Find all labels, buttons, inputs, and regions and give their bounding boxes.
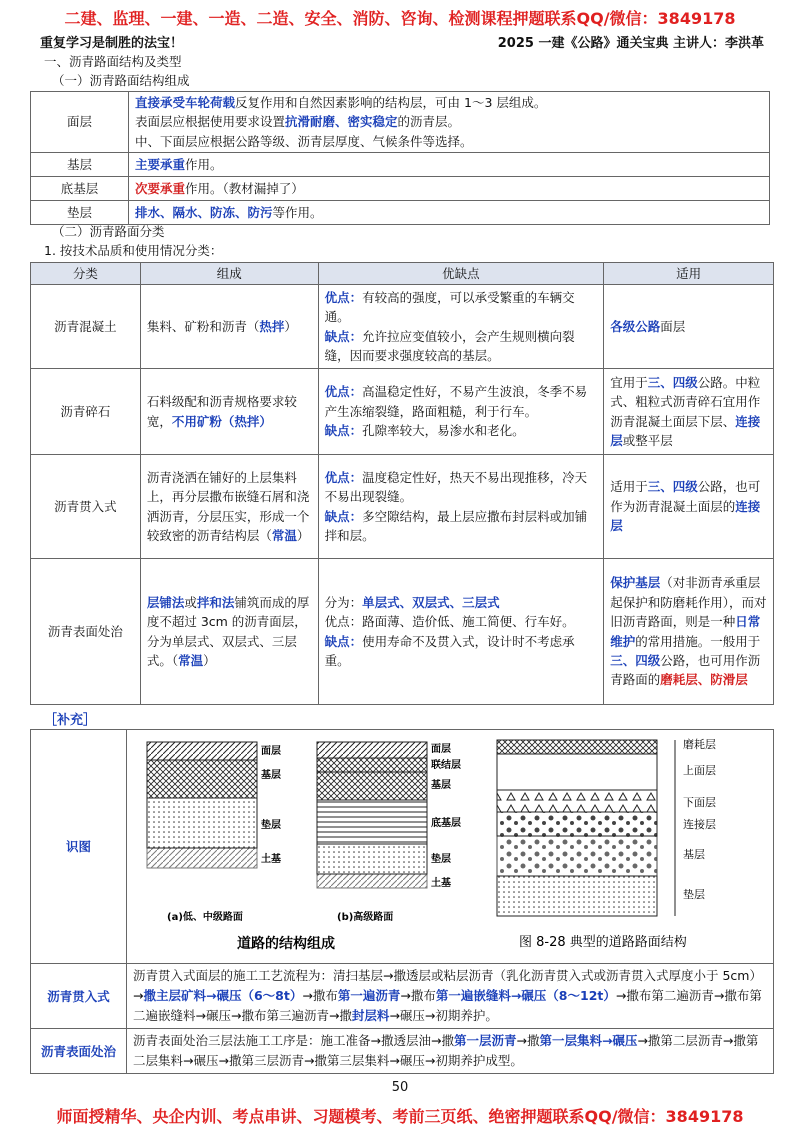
supplement-label: ［补充］ [44, 713, 97, 728]
page-header [40, 32, 764, 51]
table-row: 沥青碎石 石料级配和沥青规格要求较宽，不用矿粉（热拌） 优点：高温稳定性好，不易产生波浪，冬季不易产生冻缩裂缝，路面粗糙，利于行车。 缺点：孔隙率较大，易渗水和老化。 宜用于三、四级公路。中粒式、粗粒式沥青碎石宜用作沥青混凝土面层下层、连接层或整平层 [31, 369, 774, 455]
label-r-2: 下面层 [683, 796, 716, 809]
bottom-banner: 师面授精华、央企内训、考点串讲、习题模考、考前三页纸、绝密押题联系QQ/微信：3849178 [56, 1107, 744, 1126]
caption-b: (b)高级路面 [337, 912, 394, 923]
supplement-table [30, 729, 774, 1074]
label-b-4: 垫层 [431, 854, 451, 865]
diagram-left-title: 道路的结构组成 [237, 936, 335, 952]
table-row: 沥青贯入式 沥青贯入式面层的施工工艺流程为：清扫基层→撒透层或粘层沥青（乳化沥青贯入式或沥青贯入式厚度小于 5cm）→撒主层矿料→碾压（6～8t）→撒布第一遍沥青→撒布第一遍嵌缝料→碾压（8～12t）→撒布第二遍沥青→撒布第二遍嵌缝料→碾压→撒布第三遍沥青→撒封层料→碾压→初期养护。 [31, 964, 774, 1029]
section1-title: 一、沥青路面结构及类型 [44, 54, 182, 69]
label-a-2: 垫层 [261, 820, 281, 831]
label-r-1: 上面层 [683, 764, 716, 777]
label-r-0: 磨耗层 [683, 738, 716, 751]
label-r-3: 连接层 [683, 818, 716, 831]
pavement-diagram [127, 730, 763, 958]
caption-a: (a)低、中级路面 [167, 912, 243, 923]
table-row: 垫层 排水、隔水、防冻、防污等作用。 [31, 201, 770, 225]
page-number: 50 [391, 1080, 409, 1095]
label-b-0: 面层 [431, 744, 451, 755]
table-row: 沥青贯入式 沥青浇洒在铺好的上层集料上，再分层撒布嵌缝石屑和浇洒沥青，分层压实，形成一个较致密的沥青结构层（常温） 优点：温度稳定性好，热天不易出现推移，冷天不易出现裂缝。 缺点：多空隙结构，最上层应撒布封层料或加铺拌和层。 适用于三、四级公路，也可作为沥青混凝土面层的连接层 [31, 455, 774, 559]
diagram-right [497, 737, 716, 916]
section2-subtitle: （二）沥青路面分类 [52, 224, 165, 239]
table-row: 沥青表面处治 沥青表面处治三层法施工工序是：施工准备→撒透层油→撒第一层沥青→撒第一层集料→碾压→撒第二层沥青→撒第二层集料→碾压→撒第三层沥青→撒第三层集料→碾压→初期养护成型。 [31, 1029, 774, 1074]
header-right: 2025 一建《公路》通关宝典 主讲人：李洪革 [497, 36, 764, 51]
label-a-0: 面层 [261, 746, 281, 757]
label-b-1: 联结层 [431, 760, 461, 771]
table-row: 底基层 次要承重作用。（教材漏掉了） [31, 177, 770, 201]
surface-desc: 直接承受车轮荷载反复作用和自然因素影响的结构层，可由 1～3 层组成。 表面层应根据使用要求设置抗滑耐磨、密实稳定的沥青层。 中、下面层应根据公路等级、沥青层厚度、气候条件等选择。 [129, 92, 770, 153]
label-a-3: 土基 [261, 854, 281, 865]
table-row: 沥青混凝土 集料、矿粉和沥青（热拌） 优点：有较高的强度，可以承受繁重的车辆交通。 缺点：允许拉应变值较小，会产生规则横向裂缝，因而要求强度较高的基层。 各级公路面层 [31, 285, 774, 369]
section2-item: 1. 按技术品质和使用情况分类： [44, 243, 223, 258]
label-a-1: 基层 [261, 770, 281, 781]
structure-diagram [127, 730, 774, 964]
table-row: 沥青表面处治 层铺法或拌和法铺筑而成的厚度不超过 3cm 的沥青面层，分为单层式、双层式、三层式。（常温） 分为：单层式、双层式、三层式 优点：路面薄、造价低、施工简便、行车好。 缺点：使用寿命不及贯入式，设计时不考虑承重。 保护基层（对非沥青承重层起保护和防磨耗作用），而对旧沥青路面，则是一种日常维护的常用措施。一般用于三、四级公路，也可用作沥青路面的磨耗层、防滑层 [31, 559, 774, 705]
label-b-2: 基层 [431, 780, 451, 791]
table-row: 基层 主要承重作用。 [31, 153, 770, 177]
classification-table [30, 262, 774, 705]
diagram-b [317, 742, 461, 923]
diagram-right-title: 图 8-28 典型的道路路面结构 [519, 935, 687, 950]
label-b-5: 土基 [431, 878, 451, 889]
diagram-a [147, 742, 281, 923]
row-label: 面层 [31, 92, 129, 153]
table-header-row: 分类 组成 优缺点 适用 [31, 263, 774, 285]
table-row [31, 92, 770, 153]
top-banner: 二建、监理、一建、一造、二造、安全、消防、咨询、检测课程押题联系QQ/微信：3849178 [64, 9, 736, 28]
label-b-3: 底基层 [431, 818, 461, 829]
header-left: 重复学习是制胜的法宝！ [40, 36, 184, 51]
label-r-5: 垫层 [683, 888, 705, 901]
table-row: 识图 面层 基层 垫层 土基 (a)低、中级路面 面层 联结层 基层 底基层 垫层 土基 (b)高级路面 道路的结构组成 磨耗层 上面层 下面层 连接层 基层 垫层 图 8-28 典型的道路路面结构 [31, 730, 774, 964]
label-r-4: 基层 [683, 848, 705, 861]
section1-subtitle: （一）沥青路面结构组成 [52, 73, 190, 88]
structure-table [30, 91, 770, 225]
